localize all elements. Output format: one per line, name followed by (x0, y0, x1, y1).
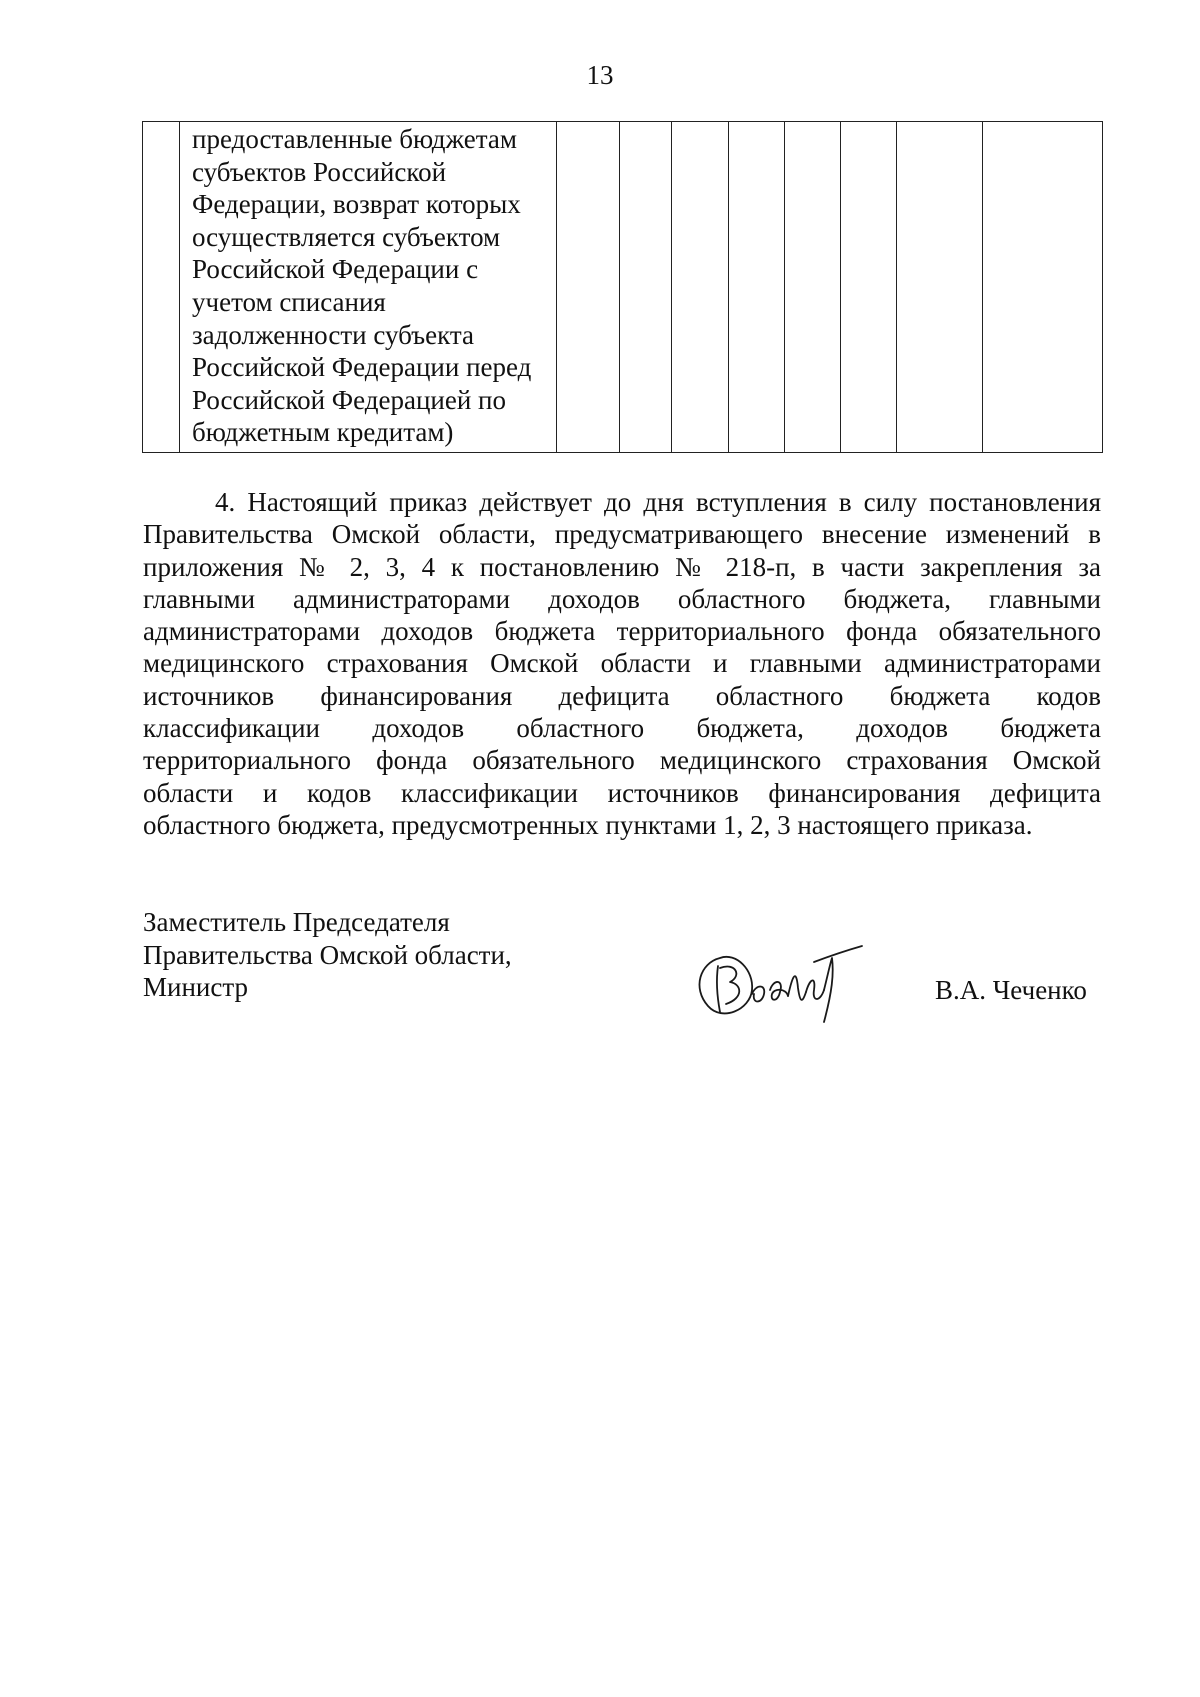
description-line: субъектов Российской (192, 156, 447, 187)
continued-table (142, 121, 1103, 453)
paragraph-4 (143, 486, 1101, 841)
table-cell-empty (785, 122, 841, 453)
description-line: Российской Федерации перед (192, 352, 532, 383)
paragraph-line: приложения № 2, 3, 4 к постановлению № 218-п, в части закрепления за (143, 551, 1101, 582)
signatory-position (143, 906, 512, 1004)
table-cell-number (143, 122, 180, 453)
description-line: Российской Федерации с (192, 254, 479, 285)
table-cell-empty (557, 122, 620, 453)
paragraph-line: администраторами доходов бюджета территориального фонда обязательного (143, 616, 1101, 647)
description-line: предоставленные бюджетам (192, 124, 517, 154)
page-number: 13 (586, 60, 614, 90)
position-line: Заместитель Председателя (143, 907, 450, 937)
description-line: Федерации, возврат которых (192, 189, 521, 220)
paragraph-line: Правительства Омской области, предусматривающего внесение изменений в (143, 519, 1101, 550)
paragraph-line: классификации доходов областного бюджета, доходов бюджета (143, 713, 1101, 744)
table-cell-empty (620, 122, 672, 453)
table-row (143, 122, 1103, 453)
paragraph-line: области и кодов классификации источников финансирования дефицита (143, 777, 1101, 808)
table-cell-description (180, 122, 557, 453)
table-cell-empty (729, 122, 785, 453)
paragraph-line: медицинского страхования Омской области и главными администраторами (143, 648, 1101, 679)
table-cell-empty (983, 122, 1103, 453)
paragraph-line: 4. Настоящий приказ действует до дня вступления в силу постановления (215, 487, 1101, 517)
table-cell-empty (841, 122, 897, 453)
description-line: Российской Федерацией по (192, 384, 507, 415)
paragraph-line: территориального фонда обязательного медицинского страхования Омской (143, 745, 1101, 776)
handwritten-signature (690, 918, 865, 1028)
paragraph-line: главными администраторами доходов областного бюджета, главными (143, 583, 1101, 614)
description-line: задолженности субъекта (192, 319, 474, 350)
table-cell-empty (672, 122, 729, 453)
description-line: учетом списания (192, 286, 386, 317)
description-line: осуществляется субъектом (192, 221, 501, 252)
table-cell-empty (897, 122, 983, 453)
paragraph-line: областного бюджета, предусмотренных пунктами 1, 2, 3 настоящего приказа. (143, 809, 1033, 840)
signer-name: В.А. Чеченко (935, 975, 1087, 1005)
position-line: Правительства Омской области, (143, 939, 512, 970)
position-line: Министр (143, 972, 248, 1002)
description-line: бюджетным кредитам) (192, 417, 454, 448)
paragraph-line: источников финансирования дефицита областного бюджета кодов (143, 680, 1101, 711)
